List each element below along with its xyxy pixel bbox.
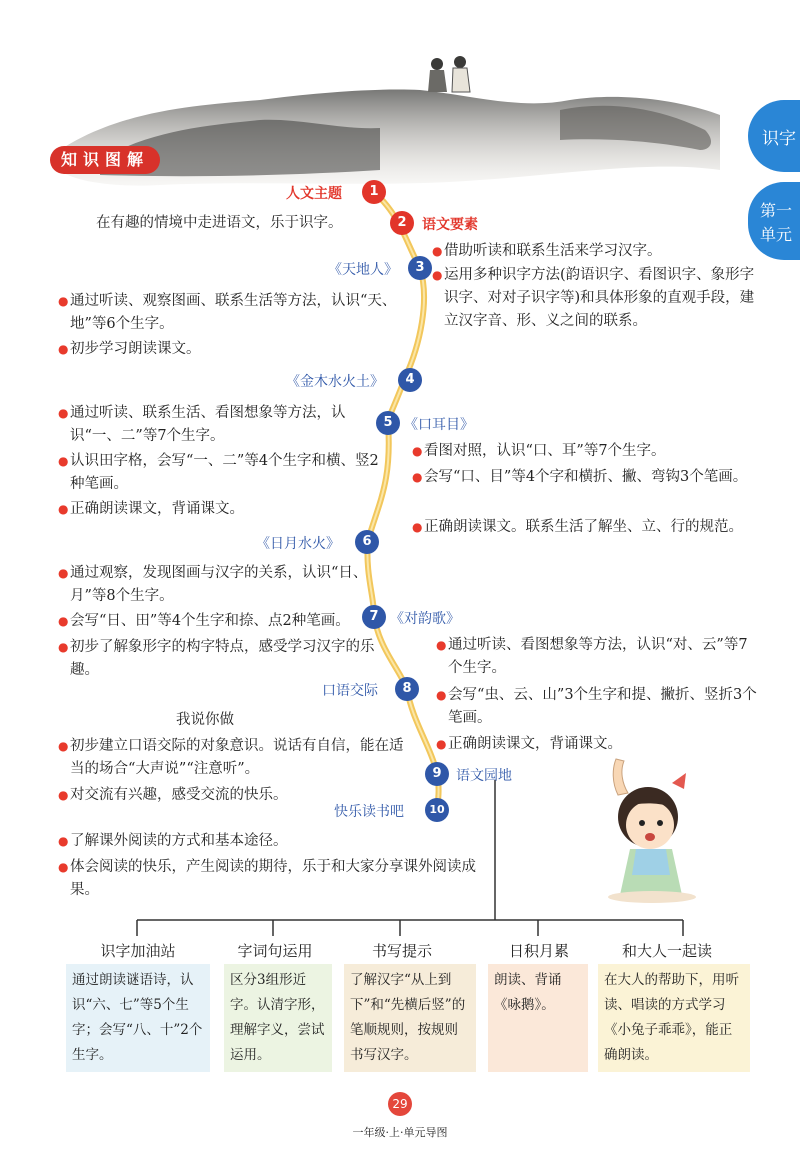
list-item: ● 了解课外阅读的方式和基本途径。 xyxy=(58,833,288,849)
list-item: ● 运用多种识字方法(韵语识字、看图识字、象形字识字、对对子识字等)和具体形象的直观手段，建立汉字音、形、义之间的联系。 xyxy=(432,267,755,329)
garden-box-1 xyxy=(66,964,210,1072)
theme-text: 在有趣的情境中走进语文，乐于识字。 xyxy=(96,215,343,231)
garden-box-3 xyxy=(344,964,476,1072)
list-item: ● 正确朗读课文，背诵课文。 xyxy=(58,501,244,517)
garden-title-2: 字词句运用 xyxy=(237,942,313,960)
kouyu-title: 我说你做 xyxy=(176,712,234,728)
list-item: ● 初步学习朗读课文。 xyxy=(58,341,201,357)
node-4: 4 xyxy=(398,368,422,392)
page-caption: 一年级·上·单元导图 xyxy=(352,1126,448,1139)
section-badge-label: 知识图解 xyxy=(60,150,149,169)
list-item: ● 通过听读、看图想象等方法，认识“对、云”等7个生字。 xyxy=(436,637,748,676)
node-1: 1 xyxy=(362,180,386,204)
list-item: ● 初步了解象形字的构字特点，感受学习汉字的乐趣。 xyxy=(58,639,375,678)
girl-illustration xyxy=(590,755,700,905)
tab-unit-one-line1: 第一 xyxy=(760,201,793,220)
list-item: ● 正确朗读课文，背诵课文。 xyxy=(436,736,622,752)
node-3: 3 xyxy=(408,256,432,280)
node-5: 5 xyxy=(376,411,400,435)
garden-box-2 xyxy=(224,964,332,1072)
list-item: ● 会写“虫、云、山”3个生字和提、撇折、竖折3个笔画。 xyxy=(436,687,757,726)
node-10-label: 快乐读书吧 xyxy=(334,804,404,820)
node-6-label: 《日月水火》 xyxy=(256,536,340,552)
garden-text-4: 朗读、背诵《咏鹅》。 xyxy=(494,972,562,1013)
garden-text-1: 通过朗读谜语诗，认识“六、七”等5个生字；会写“八、十”2个生字。 xyxy=(72,972,203,1063)
garden-text-3: 了解汉字“从上到下”和“先横后竖”的笔顺规则，按规则书写汉字。 xyxy=(350,972,466,1063)
list-item: ● 体会阅读的快乐，产生阅读的期待，乐于和大家分享课外阅读成果。 xyxy=(58,859,476,898)
list-item: ● 正确朗读课文。联系生活了解坐、立、行的规范。 xyxy=(412,519,743,535)
node-8-label: 口语交际 xyxy=(322,683,378,699)
node-10: 10 xyxy=(425,798,449,822)
list-item: ● 借助听读和联系生活来学习汉字。 xyxy=(432,243,662,259)
list-item: ● 认识田字格，会写“一、二”等4个生字和横、竖2种笔画。 xyxy=(58,453,379,492)
node-5-label: 《口耳目》 xyxy=(404,417,474,433)
list-item: ● 对交流有兴趣，感受交流的快乐。 xyxy=(58,787,288,803)
garden-box-5 xyxy=(598,964,750,1072)
garden-text-2: 区分3组形近字。认清字形，理解字义，尝试运用。 xyxy=(230,972,325,1063)
node-4-label: 《金木水火土》 xyxy=(286,374,384,390)
list-item: ● 会写“口、目”等4个字和横折、撇、弯钩3个笔画。 xyxy=(412,469,748,485)
tab-unit-one-line2: 单元 xyxy=(760,225,793,244)
garden-text-5: 在大人的帮助下，用听读、唱读的方式学习《小兔子乖乖》，能正确朗读。 xyxy=(604,972,739,1063)
garden-title-4: 日积月累 xyxy=(508,942,569,960)
page-number: 29 xyxy=(388,1092,412,1116)
list-item: ● 通过观察，发现图画与汉字的关系，认识“日、月”等8个生字。 xyxy=(58,565,368,604)
list-item: ● 通过听读、观察图画、联系生活等方法，认识“天、地”等6个生字。 xyxy=(58,293,397,332)
list-item: ● 会写“日、田”等4个生字和捺、点2种笔画。 xyxy=(58,613,350,629)
garden-title-1: 识字加油站 xyxy=(100,942,176,960)
node-6: 6 xyxy=(355,530,379,554)
garden-box-4 xyxy=(488,964,588,1072)
list-item: ● 初步建立口语交际的对象意识。说话有自信，能在适当的场合“大声说”“注意听”。 xyxy=(58,738,404,777)
node-1-label: 人文主题 xyxy=(286,186,342,202)
node-2-label: 语文要素 xyxy=(422,217,478,233)
node-8: 8 xyxy=(395,677,419,701)
node-2: 2 xyxy=(390,211,414,235)
node-9-label: 语文园地 xyxy=(456,768,512,784)
list-item: ● 通过听读、联系生活、看图想象等方法，认识“一、二”等7个生字。 xyxy=(58,405,346,444)
node-7-label: 《对韵歌》 xyxy=(390,611,460,627)
node-7: 7 xyxy=(362,605,386,629)
tab-literacy-label: 识字 xyxy=(762,129,796,149)
garden-title-5: 和大人一起读 xyxy=(621,942,712,960)
list-item: ● 看图对照，认识“口、耳”等7个生字。 xyxy=(412,443,666,459)
node-3-label: 《天地人》 xyxy=(328,262,398,278)
garden-title-3: 书写提示 xyxy=(371,942,432,960)
node-9: 9 xyxy=(425,762,449,786)
